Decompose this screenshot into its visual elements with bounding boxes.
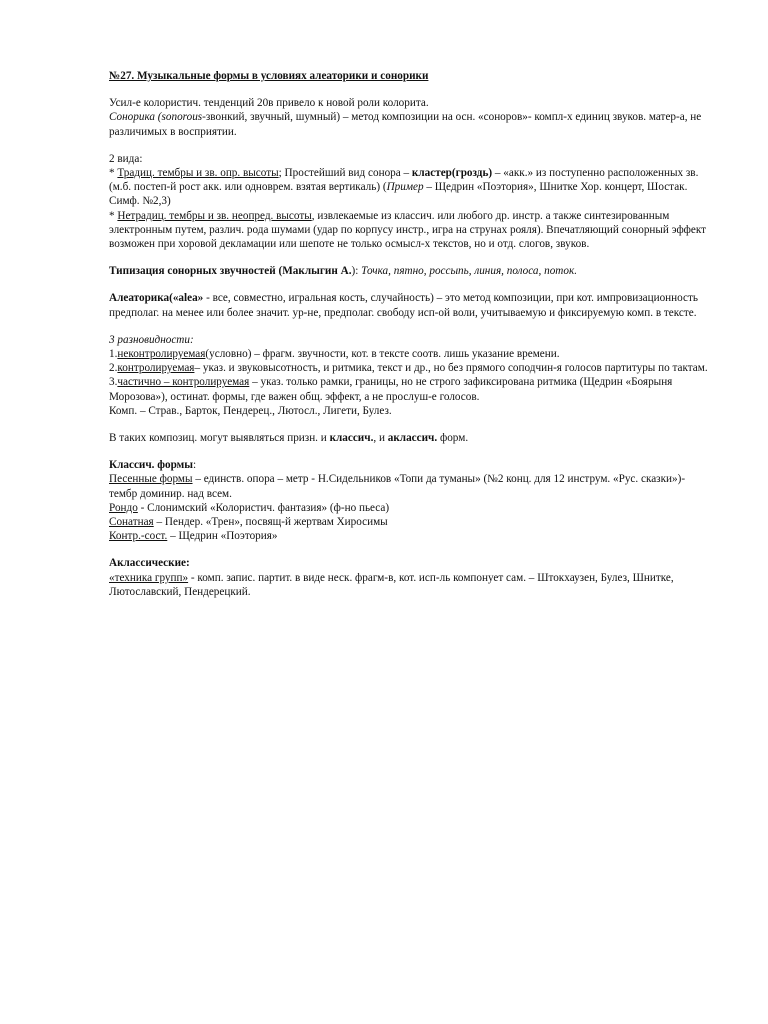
variety-3-number: 3. [109, 376, 118, 389]
aclassic-heading: Аклассические: [109, 557, 190, 570]
types-paragraph [109, 152, 713, 251]
contrast-text: – Щедрин «Поэтория» [167, 530, 278, 543]
sonata-text: – Пендер. «Трен», посвящ-й жертвам Хиросимы [153, 516, 388, 529]
type-1-text-3: – Щедрин «Поэтория», Шнитке Хор. концерт, Шостак. Симф. №2,3) [109, 181, 688, 208]
forms-note-text: В таких композиц. могут выявляться призн. и [109, 432, 330, 445]
type-1-text: ; Простейший вид сонора – [278, 167, 412, 180]
aleatorika-paragraph [109, 291, 713, 319]
forms-note [109, 431, 713, 445]
document-body [109, 69, 713, 599]
varieties-heading: 3 разновидности: [109, 333, 194, 346]
cluster-term: кластер(гроздь) [411, 167, 493, 180]
typization-tail: ): [351, 265, 362, 278]
sonorika-definition: -звонкий, звучный, шумный) – метод композиции на осн. «соноров»- компл-х единиц звуков. матер-а, не различимых в восприятии. [109, 111, 702, 138]
bullet-2: * [109, 209, 118, 222]
typization-heading: Типизация сонорных звучностей (Маклыгин А. [109, 265, 352, 278]
type-2-text: , извлекаемые из классич. или любого др. инстр. а также синтезированным электронным путем, различ. рода шумами (удар по корпусу инстр., игра на струнах рояля). Впечатляющий сонорный эффект возможен при хоровой декламации или шепоте не только осмысл-х текстов, но и отд. слогов, звуков. [109, 209, 707, 251]
contrast-label: Контр.-сост. [109, 530, 168, 543]
type-1-text-2: – «акк.» из поступенно расположенных зв. (м.б. постеп-й рост акк. или одноврем. взятая вертикаль) ( [109, 167, 699, 194]
variety-1-label: неконтролируемая [117, 348, 206, 361]
group-technique-text: - комп. запис. партит. в виде неск. фрагм-в, кот. исп-ль компонует сам. – Штокхаузен, Булез, Шнитке, Лютославский, Пендерецкий. [109, 571, 674, 598]
typization-paragraph [109, 264, 713, 278]
aclassic-section [109, 556, 713, 599]
variety-3-label: частично – контролируемая [117, 376, 250, 389]
type-2-label: Нетрадиц. тембры и зв. неопред. высоты [117, 209, 312, 222]
bullet-1: * [109, 167, 118, 180]
forms-note-aclassic: аклассич. [387, 432, 438, 445]
type-1-label: Традиц. тембры и зв. опр. высоты [117, 167, 279, 180]
group-technique-label: «техника групп» [109, 571, 189, 584]
composers-line: Комп. – Страв., Барток, Пендерец., Лютосл., Лигети, Булез. [109, 404, 392, 417]
typization-items: Точка, пятно, россыпь, линия, полоса, поток. [361, 265, 578, 278]
types-heading: 2 вида: [109, 152, 143, 165]
variety-2-number: 2. [109, 362, 118, 375]
aleatorika-definition: - все, совместно, игральная кость, случайность) – это метод композиции, при кот. импровизационность предполаг. на менее или более значит. ур-не, предполаг. свободу исп-ой воли, учитываемую и фиксируемую комп. в тексте. [109, 292, 698, 319]
sonata-label: Сонатная [109, 516, 154, 529]
variety-3-text: – указ. только рамки, границы, но не строго зафиксирована ритмика (Щедрин «Боярыня Морозова»), остинат. формы, где важен общ. эффект, а не прослуш-е голосов. [109, 376, 673, 403]
forms-note-sep: , и [373, 432, 388, 445]
aleatorika-term: Алеаторика(«alea» [109, 292, 204, 305]
intro-line: Усил-е колористич. тенденций 20в привело к новой роли колорита. [109, 97, 429, 110]
rondo-label: Рондо [109, 501, 138, 514]
classic-forms-section [109, 458, 713, 543]
classic-heading: Классич. формы [109, 459, 194, 472]
variety-1-text: (условно) – фрагм. звучности, кот. в тексте соотв. лишь указание времени. [205, 348, 560, 361]
example-label: Пример [386, 181, 424, 194]
variety-1-number: 1. [109, 348, 118, 361]
sonorika-term: Сонорика (sonorous [109, 111, 203, 124]
forms-note-end: форм. [437, 432, 469, 445]
varieties-paragraph [109, 333, 713, 418]
page-title: №27. Музыкальные формы в условиях алеаторики и сонорики [109, 70, 429, 82]
intro-paragraph [109, 96, 713, 139]
forms-note-classic: классич. [329, 432, 374, 445]
variety-2-label: контролируемая [117, 362, 195, 375]
variety-2-text: – указ. и звуковысотность, и ритмика, текст и др., но без прямого соподчин-я голосов партитуры по тактам. [194, 362, 708, 375]
rondo-text: - Слонимский «Колористич. фантазия» (ф-но пьеса) [137, 501, 390, 514]
song-forms-text: – единств. опора – метр - Н.Сидельников «Топи да туманы» (№2 конц. для 12 инструм. «Рус. сказки»)- тембр доминир. над всем. [109, 473, 686, 500]
classic-heading-colon: : [193, 459, 197, 472]
song-forms-label: Песенные формы [109, 473, 193, 486]
